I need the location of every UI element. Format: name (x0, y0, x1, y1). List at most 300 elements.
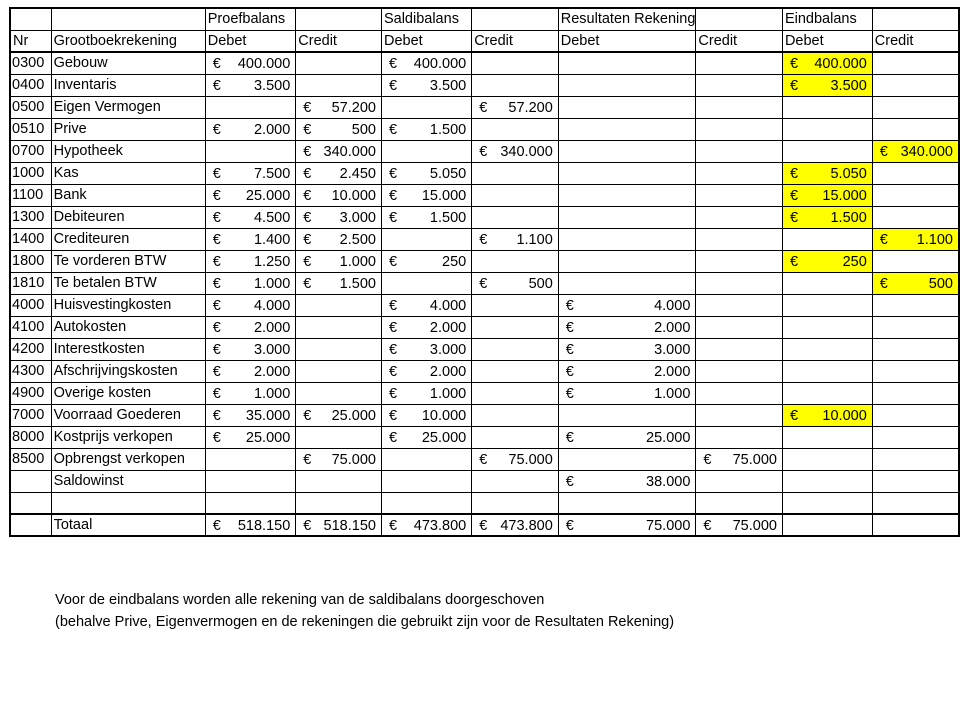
euro-sign: € (789, 165, 799, 182)
amount-value: 2.500 (339, 231, 376, 248)
amount-eindbalans-credit (872, 360, 959, 382)
amount-resultaten-debet (558, 206, 696, 228)
euro-sign: € (703, 518, 712, 534)
amount-eindbalans-debet (782, 514, 872, 536)
amount-resultaten-debet (558, 448, 696, 470)
euro-sign: € (212, 253, 221, 270)
amount-value: 3.500 (429, 77, 467, 94)
amount-resultaten-credit (696, 228, 783, 250)
amount-value: 1.400 (253, 231, 291, 248)
amount-proefbalans-credit (296, 250, 382, 272)
amount-proefbalans-credit (296, 382, 382, 404)
euro-sign: € (388, 121, 398, 138)
amount-proefbalans-debet (205, 52, 296, 74)
account-name: Huisvestingkosten (51, 294, 205, 316)
account-name: Saldowinst (51, 470, 205, 492)
euro-sign: € (479, 451, 488, 468)
amount-value: 500 (351, 121, 376, 138)
amount-proefbalans-credit (296, 470, 382, 492)
amount-eindbalans-debet (782, 140, 872, 162)
amount-value: 4.000 (654, 297, 691, 314)
amount-resultaten-debet (558, 162, 696, 184)
amount-saldibalans-credit (472, 338, 559, 360)
account-row (10, 294, 959, 316)
account-row (10, 74, 959, 96)
amount-value: 518.150 (237, 518, 291, 534)
amount-value: 4.000 (253, 297, 291, 314)
amount-saldibalans-credit (472, 118, 559, 140)
group-title-spacer (472, 8, 559, 30)
amount-saldibalans-credit (472, 360, 559, 382)
amount-saldibalans-credit (472, 228, 559, 250)
amount-value: 1.250 (253, 253, 291, 270)
amount-resultaten-credit (696, 448, 783, 470)
amount-saldibalans-debet (381, 492, 471, 514)
amount-proefbalans-debet (205, 316, 296, 338)
account-name: Prive (51, 118, 205, 140)
amount-proefbalans-credit (296, 52, 382, 74)
account-number: 8500 (10, 448, 51, 470)
amount-saldibalans-credit (472, 272, 559, 294)
amount-value: 4.000 (429, 297, 467, 314)
euro-sign: € (388, 253, 398, 270)
account-number: 8000 (10, 426, 51, 448)
amount-value: 10.000 (822, 407, 867, 424)
amount-proefbalans-credit (296, 338, 382, 360)
amount-resultaten-debet (558, 140, 696, 162)
amount-value: 25.000 (331, 407, 376, 424)
amount-value: 518.150 (323, 518, 376, 534)
amount-proefbalans-debet (205, 272, 296, 294)
amount-value: 1.500 (429, 121, 467, 138)
amount-value: 340.000 (900, 143, 953, 160)
euro-sign: € (565, 319, 574, 336)
amount-resultaten-credit (696, 272, 783, 294)
account-number: 0510 (10, 118, 51, 140)
amount-value: 2.000 (429, 319, 467, 336)
amount-proefbalans-debet (205, 250, 296, 272)
amount-value: 2.000 (253, 319, 291, 336)
amount-resultaten-debet (558, 96, 696, 118)
amount-eindbalans-debet (782, 184, 872, 206)
amount-proefbalans-credit (296, 448, 382, 470)
amount-saldibalans-debet (381, 74, 471, 96)
amount-value: 25.000 (245, 187, 291, 204)
amount-resultaten-credit (696, 360, 783, 382)
column-header-account: Grootboekrekening (51, 30, 205, 52)
amount-value: 250 (442, 253, 467, 270)
amount-value: 38.000 (646, 473, 691, 490)
amount-saldibalans-debet (381, 426, 471, 448)
euro-sign: € (212, 363, 221, 380)
amount-saldibalans-debet (381, 118, 471, 140)
column-header-debet: Debet (381, 30, 471, 52)
euro-sign: € (479, 275, 488, 292)
account-name: Interestkosten (51, 338, 205, 360)
amount-proefbalans-credit (296, 294, 382, 316)
amount-eindbalans-debet (782, 294, 872, 316)
account-number: 4100 (10, 316, 51, 338)
amount-proefbalans-debet (205, 492, 296, 514)
amount-value: 10.000 (421, 407, 467, 424)
amount-eindbalans-credit (872, 470, 959, 492)
amount-value: 1.000 (253, 385, 291, 402)
euro-sign: € (388, 187, 398, 204)
amount-value: 1.000 (429, 385, 467, 402)
account-number: 1000 (10, 162, 51, 184)
euro-sign: € (212, 341, 221, 358)
amount-value: 1.100 (516, 231, 553, 248)
header-blank-nr (10, 8, 51, 30)
account-number: 4900 (10, 382, 51, 404)
amount-value: 7.500 (253, 165, 291, 182)
amount-proefbalans-credit (296, 184, 382, 206)
euro-sign: € (212, 77, 221, 94)
ledger-table (9, 7, 960, 537)
account-number: 4000 (10, 294, 51, 316)
amount-eindbalans-debet (782, 338, 872, 360)
amount-value: 75.000 (732, 451, 777, 468)
amount-resultaten-credit (696, 404, 783, 426)
amount-eindbalans-debet (782, 96, 872, 118)
amount-eindbalans-credit (872, 294, 959, 316)
amount-eindbalans-credit (872, 382, 959, 404)
account-name: Te vorderen BTW (51, 250, 205, 272)
amount-value: 473.800 (500, 518, 553, 534)
amount-value: 75.000 (732, 518, 777, 534)
amount-resultaten-debet (558, 404, 696, 426)
amount-saldibalans-debet (381, 162, 471, 184)
account-number: 1810 (10, 272, 51, 294)
amount-value: 2.000 (654, 319, 691, 336)
amount-proefbalans-credit (296, 316, 382, 338)
amount-eindbalans-debet (782, 492, 872, 514)
amount-value: 1.500 (429, 209, 467, 226)
account-number: 7000 (10, 404, 51, 426)
amount-resultaten-credit (696, 294, 783, 316)
account-number (10, 514, 51, 536)
account-name: Kas (51, 162, 205, 184)
amount-resultaten-debet (558, 316, 696, 338)
amount-resultaten-credit (696, 338, 783, 360)
euro-sign: € (212, 121, 221, 138)
amount-saldibalans-debet (381, 294, 471, 316)
amount-resultaten-credit (696, 52, 783, 74)
amount-proefbalans-debet (205, 74, 296, 96)
amount-value: 25.000 (646, 429, 691, 446)
amount-value: 340.000 (500, 143, 553, 160)
amount-resultaten-credit (696, 140, 783, 162)
amount-saldibalans-credit (472, 184, 559, 206)
account-name: Opbrengst verkopen (51, 448, 205, 470)
euro-sign: € (789, 77, 799, 94)
amount-value: 5.050 (429, 165, 467, 182)
column-header-debet: Debet (782, 30, 872, 52)
amount-saldibalans-credit (472, 140, 559, 162)
amount-value: 400.000 (413, 56, 467, 72)
euro-sign: € (388, 363, 398, 380)
amount-resultaten-credit (696, 96, 783, 118)
amount-eindbalans-credit (872, 118, 959, 140)
amount-value: 25.000 (245, 429, 291, 446)
amount-resultaten-debet (558, 492, 696, 514)
amount-value: 340.000 (323, 143, 376, 160)
amount-value: 1.500 (830, 209, 867, 226)
euro-sign: € (565, 385, 574, 402)
amount-saldibalans-debet (381, 250, 471, 272)
amount-saldibalans-debet (381, 272, 471, 294)
total-row (10, 514, 959, 536)
account-row (10, 382, 959, 404)
amount-saldibalans-credit (472, 404, 559, 426)
amount-eindbalans-credit (872, 338, 959, 360)
amount-eindbalans-credit (872, 162, 959, 184)
amount-proefbalans-credit (296, 426, 382, 448)
euro-sign: € (303, 253, 312, 270)
column-header-credit: Credit (296, 30, 382, 52)
amount-value: 57.200 (331, 99, 376, 116)
header-column-row (10, 30, 959, 52)
group-title-saldibalans: Saldibalans (381, 8, 471, 30)
amount-value: 75.000 (508, 451, 553, 468)
euro-sign: € (388, 407, 398, 424)
amount-proefbalans-debet (205, 448, 296, 470)
amount-proefbalans-debet (205, 514, 296, 536)
amount-proefbalans-credit (296, 272, 382, 294)
amount-resultaten-debet (558, 118, 696, 140)
group-title-spacer (296, 8, 382, 30)
amount-saldibalans-credit (472, 96, 559, 118)
amount-value: 1.000 (253, 275, 291, 292)
account-row (10, 140, 959, 162)
amount-proefbalans-debet (205, 140, 296, 162)
euro-sign: € (703, 451, 712, 468)
euro-sign: € (479, 518, 488, 534)
amount-proefbalans-debet (205, 184, 296, 206)
account-row (10, 492, 959, 514)
account-number: 4300 (10, 360, 51, 382)
amount-eindbalans-debet (782, 162, 872, 184)
amount-proefbalans-credit (296, 118, 382, 140)
euro-sign: € (565, 473, 574, 490)
amount-saldibalans-debet (381, 140, 471, 162)
account-name: Voorraad Goederen (51, 404, 205, 426)
amount-eindbalans-credit (872, 206, 959, 228)
account-name: Bank (51, 184, 205, 206)
amount-saldibalans-credit (472, 294, 559, 316)
amount-saldibalans-debet (381, 382, 471, 404)
amount-saldibalans-debet (381, 184, 471, 206)
euro-sign: € (388, 429, 398, 446)
euro-sign: € (565, 518, 574, 534)
amount-saldibalans-debet (381, 470, 471, 492)
amount-saldibalans-credit (472, 470, 559, 492)
amount-value: 10.000 (331, 187, 376, 204)
amount-proefbalans-debet (205, 426, 296, 448)
amount-eindbalans-credit (872, 404, 959, 426)
account-row (10, 162, 959, 184)
amount-resultaten-credit (696, 74, 783, 96)
euro-sign: € (388, 319, 398, 336)
amount-value: 500 (928, 275, 953, 292)
amount-value: 400.000 (814, 56, 867, 72)
amount-resultaten-debet (558, 470, 696, 492)
amount-eindbalans-credit (872, 492, 959, 514)
account-name: Debiteuren (51, 206, 205, 228)
amount-eindbalans-credit (872, 448, 959, 470)
amount-resultaten-debet (558, 294, 696, 316)
amount-value: 3.000 (429, 341, 467, 358)
amount-proefbalans-credit (296, 360, 382, 382)
account-number: 1800 (10, 250, 51, 272)
amount-proefbalans-credit (296, 514, 382, 536)
account-number: 0700 (10, 140, 51, 162)
amount-proefbalans-debet (205, 470, 296, 492)
amount-eindbalans-debet (782, 448, 872, 470)
amount-eindbalans-credit (872, 514, 959, 536)
amount-proefbalans-debet (205, 294, 296, 316)
account-row (10, 206, 959, 228)
amount-eindbalans-debet (782, 228, 872, 250)
euro-sign: € (388, 56, 398, 72)
amount-resultaten-debet (558, 514, 696, 536)
amount-saldibalans-debet (381, 338, 471, 360)
account-number: 0500 (10, 96, 51, 118)
column-header-credit: Credit (872, 30, 959, 52)
amount-resultaten-credit (696, 206, 783, 228)
euro-sign: € (212, 231, 221, 248)
account-row (10, 470, 959, 492)
amount-saldibalans-debet (381, 52, 471, 74)
column-header-credit: Credit (472, 30, 559, 52)
header-group-row (10, 8, 959, 30)
amount-resultaten-credit (696, 316, 783, 338)
amount-resultaten-credit (696, 184, 783, 206)
euro-sign: € (212, 319, 221, 336)
euro-sign: € (789, 253, 799, 270)
header-blank-account (51, 8, 205, 30)
amount-value: 400.000 (237, 56, 291, 72)
amount-value: 1.000 (654, 385, 691, 402)
euro-sign: € (388, 518, 398, 534)
account-name: Afschrijvingskosten (51, 360, 205, 382)
account-row (10, 52, 959, 74)
euro-sign: € (479, 99, 488, 116)
account-number: 1300 (10, 206, 51, 228)
amount-value: 473.800 (413, 518, 467, 534)
amount-resultaten-debet (558, 184, 696, 206)
amount-value: 500 (528, 275, 553, 292)
amount-eindbalans-debet (782, 316, 872, 338)
amount-resultaten-debet (558, 228, 696, 250)
amount-proefbalans-debet (205, 228, 296, 250)
amount-proefbalans-credit (296, 492, 382, 514)
euro-sign: € (303, 231, 312, 248)
euro-sign: € (303, 209, 312, 226)
euro-sign: € (303, 99, 312, 116)
euro-sign: € (388, 77, 398, 94)
euro-sign: € (388, 297, 398, 314)
euro-sign: € (879, 143, 888, 160)
amount-resultaten-credit (696, 514, 783, 536)
column-header-nr: Nr (10, 30, 51, 52)
euro-sign: € (212, 385, 221, 402)
amount-proefbalans-credit (296, 404, 382, 426)
euro-sign: € (303, 165, 312, 182)
euro-sign: € (479, 143, 488, 160)
euro-sign: € (565, 341, 574, 358)
amount-saldibalans-credit (472, 206, 559, 228)
amount-saldibalans-debet (381, 404, 471, 426)
amount-eindbalans-debet (782, 250, 872, 272)
amount-resultaten-credit (696, 118, 783, 140)
amount-value: 2.000 (253, 363, 291, 380)
amount-value: 57.200 (508, 99, 553, 116)
account-row (10, 404, 959, 426)
account-row (10, 338, 959, 360)
amount-value: 15.000 (421, 187, 467, 204)
euro-sign: € (212, 407, 221, 424)
euro-sign: € (303, 187, 312, 204)
euro-sign: € (879, 275, 888, 292)
amount-value: 75.000 (646, 518, 691, 534)
amount-proefbalans-debet (205, 382, 296, 404)
amount-value: 2.000 (429, 363, 467, 380)
amount-eindbalans-debet (782, 426, 872, 448)
total-label: Totaal (51, 514, 205, 536)
euro-sign: € (789, 209, 799, 226)
group-title-spacer (696, 8, 783, 30)
amount-resultaten-credit (696, 162, 783, 184)
amount-eindbalans-debet (782, 404, 872, 426)
euro-sign: € (212, 56, 221, 72)
amount-eindbalans-credit (872, 184, 959, 206)
euro-sign: € (388, 165, 398, 182)
footnote-line-1: Voor de eindbalans worden alle rekening van de saldibalans doorgeschoven (55, 592, 545, 608)
euro-sign: € (303, 275, 312, 292)
account-number: 0300 (10, 52, 51, 74)
amount-eindbalans-credit (872, 250, 959, 272)
amount-resultaten-credit (696, 470, 783, 492)
euro-sign: € (789, 187, 799, 204)
account-name: Inventaris (51, 74, 205, 96)
amount-proefbalans-debet (205, 404, 296, 426)
column-header-debet: Debet (558, 30, 696, 52)
group-title-resultaten-rekening: Resultaten Rekening (558, 8, 696, 30)
account-name: Kostprijs verkopen (51, 426, 205, 448)
amount-saldibalans-credit (472, 162, 559, 184)
account-row (10, 360, 959, 382)
amount-proefbalans-credit (296, 140, 382, 162)
euro-sign: € (303, 518, 312, 534)
group-title-spacer (872, 8, 959, 30)
amount-eindbalans-debet (782, 382, 872, 404)
account-number (10, 492, 51, 514)
account-row (10, 96, 959, 118)
amount-value: 25.000 (421, 429, 467, 446)
euro-sign: € (212, 187, 221, 204)
euro-sign: € (212, 165, 221, 182)
group-title-eindbalans: Eindbalans (782, 8, 872, 30)
account-name: Overige kosten (51, 382, 205, 404)
account-row (10, 316, 959, 338)
group-title-proefbalans: Proefbalans (205, 8, 296, 30)
euro-sign: € (212, 297, 221, 314)
amount-value: 250 (842, 253, 867, 270)
amount-proefbalans-credit (296, 206, 382, 228)
amount-value: 1.000 (339, 253, 376, 270)
euro-sign: € (303, 407, 312, 424)
